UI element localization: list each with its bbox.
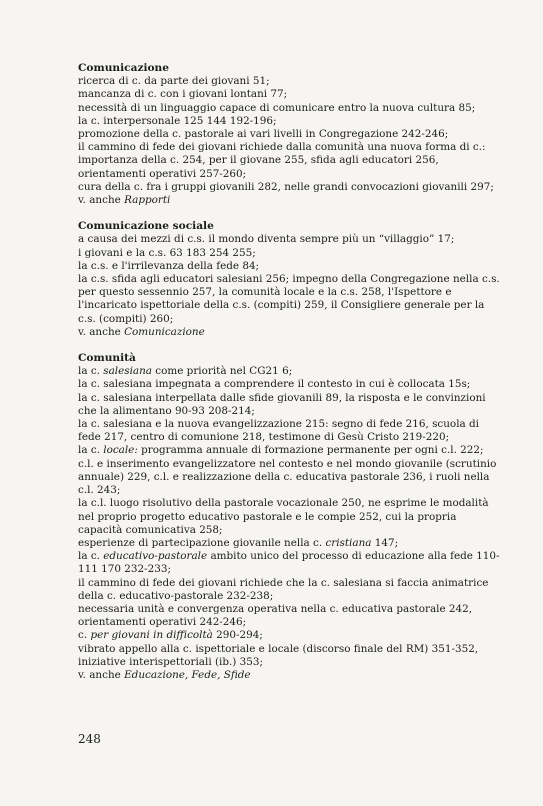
index-entry: [78, 247, 502, 260]
entry-text: la c. salesiana impegnata a comprendere il contesto in cui è collocata 15s;: [78, 378, 471, 391]
entry-text: v. anche: [78, 325, 125, 338]
index-entry: [78, 102, 502, 115]
index-content: [78, 62, 502, 695]
entry-text: la c. salesiana interpellata dalle sfide giovanili 89, la risposta e le convinzioni che la alimentano 90-93 208-214;: [78, 391, 486, 417]
entry-text: 290-294;: [212, 629, 263, 642]
entry-text: la c.s. e l'irrilevanza della fede 84;: [78, 259, 260, 272]
index-entry: [78, 115, 502, 128]
entry-text: il cammino di fede dei giovani richiede dalla comunità una nuova forma di c.: importanza della c. 254, per il giovane 255, sfida agli educatori 256, orientamenti operativi 257-260;: [78, 141, 486, 180]
entry-text: promozione della c. pastorale ai vari livelli in Congregazione 242-246;: [78, 128, 449, 141]
index-entry: [78, 643, 502, 669]
index-entry: [78, 141, 502, 181]
entry-text: c.: [78, 629, 91, 642]
entry-italic-text: locale:: [103, 444, 138, 457]
index-section: [78, 220, 502, 339]
entry-text: esperienze di partecipazione giovanile nella c.: [78, 536, 326, 549]
index-entry: [78, 326, 502, 339]
index-entry: [78, 669, 502, 682]
index-entry: [78, 75, 502, 88]
entry-italic-text: educativo-pastorale: [103, 550, 208, 563]
entry-text: cura della c. fra i gruppi giovanili 282, nelle grandi convocazioni giovanili 297;: [78, 180, 494, 193]
entry-italic-text: Rapporti: [124, 194, 171, 207]
entry-text: il cammino di fede dei giovani richiede che la c. salesiana si faccia animatrice della c. educativo-pastorale 232-238;: [78, 576, 489, 602]
entry-italic-text: cristiana: [325, 536, 372, 549]
entry-text: la c.l. luogo risolutivo della pastorale vocazionale 250, ne esprime le modalità nel proprio progetto educativo pastorale e le compie 252, cui la propria capacità comunicativa 258;: [78, 497, 489, 536]
page-number: 248: [78, 732, 101, 746]
entry-text: c.l. e inserimento evangelizzatore nel contesto e nel mondo giovanile (scrutinio annuale) 229, c.l. e realizzazione della c. educativa pastorale 236, i ruoli nella c.l. 243;: [78, 457, 497, 497]
entry-text: a causa dei mezzi di c.s. il mondo diventa sempre più un “villaggio” 17;: [78, 233, 455, 246]
entry-text: la c.: [78, 550, 104, 563]
entry-italic-text: salesiana: [103, 365, 152, 378]
index-entry: [78, 418, 502, 444]
index-entry: [78, 181, 502, 194]
entry-text: v. anche: [78, 194, 125, 207]
entry-text: la c.: [78, 365, 104, 378]
entry-italic-text: per giovani in difficoltà: [90, 629, 213, 642]
index-entry: [78, 537, 502, 550]
entry-italic-text: Comunicazione: [124, 325, 205, 338]
entry-text: la c.: [78, 444, 104, 457]
entry-text: ricerca di c. da parte dei giovani 51;: [78, 75, 270, 88]
index-entry: [78, 577, 502, 603]
index-entry: [78, 550, 502, 576]
section-title: Comunicazione: [78, 62, 169, 74]
index-entry: [78, 194, 502, 207]
index-entry: [78, 365, 502, 378]
entry-text: necessità di un linguaggio capace di comunicare entro la nuova cultura 85;: [78, 101, 476, 114]
index-entry: [78, 603, 502, 629]
entry-text: v. anche: [78, 668, 125, 681]
entry-text: come priorità nel CG21 6;: [152, 365, 293, 378]
entry-text: i giovani e la c.s. 63 183 254 255;: [78, 246, 256, 259]
index-entry: [78, 458, 502, 498]
index-entry: [78, 444, 502, 457]
index-entry: [78, 629, 502, 642]
index-entry: [78, 378, 502, 391]
entry-text: 147;: [371, 536, 399, 549]
index-entry: [78, 497, 502, 537]
entry-text: vibrato appello alla c. ispettoriale e locale (discorso finale del RM) 351-352, iniziative interispettoriali (ib.) 353;: [78, 642, 479, 668]
entry-text: programma annuale di formazione permanente per ogni c.l. 222;: [137, 444, 484, 457]
section-title: Comunicazione sociale: [78, 220, 214, 233]
entry-text: la c. interpersonale 125 144 192-196;: [78, 114, 277, 127]
entry-text: la c. salesiana e la nuova evangelizzazione 215: segno di fede 216, scuola di fede 217, centro di comunione 218, testimone di Gesù Cristo 219-220;: [78, 418, 479, 444]
index-entry: [78, 273, 502, 326]
entry-text: necessaria unità e convergenza operativa nella c. educativa pastorale 242, orientamenti operativi 242-246;: [78, 602, 473, 629]
index-entry: [78, 128, 502, 141]
section-title: Comunità: [78, 352, 136, 365]
index-section: [78, 352, 502, 682]
index-entry: [78, 260, 502, 273]
index-entry: [78, 233, 502, 246]
entry-text: ambito unico del processo di educazione alla fede 110-111 170 232-233;: [78, 550, 500, 576]
entry-text: mancanza di c. con i giovani lontani 77;: [78, 88, 288, 101]
index-entry: [78, 392, 502, 418]
index-section: [78, 62, 502, 207]
entry-italic-text: Educazione, Fede, Sfide: [124, 668, 251, 681]
index-entry: [78, 88, 502, 101]
entry-text: la c.s. sfida agli educatori salesiani 256; impegno della Congregazione nella c.s. per questo sessennio 257, la comunità locale e la c.s. 258, l'Ispettore e l'incaricato ispettoriale della c.s. (compiti) 259, il Consigliere generale per la c.s. (compiti) 260;: [78, 273, 500, 325]
